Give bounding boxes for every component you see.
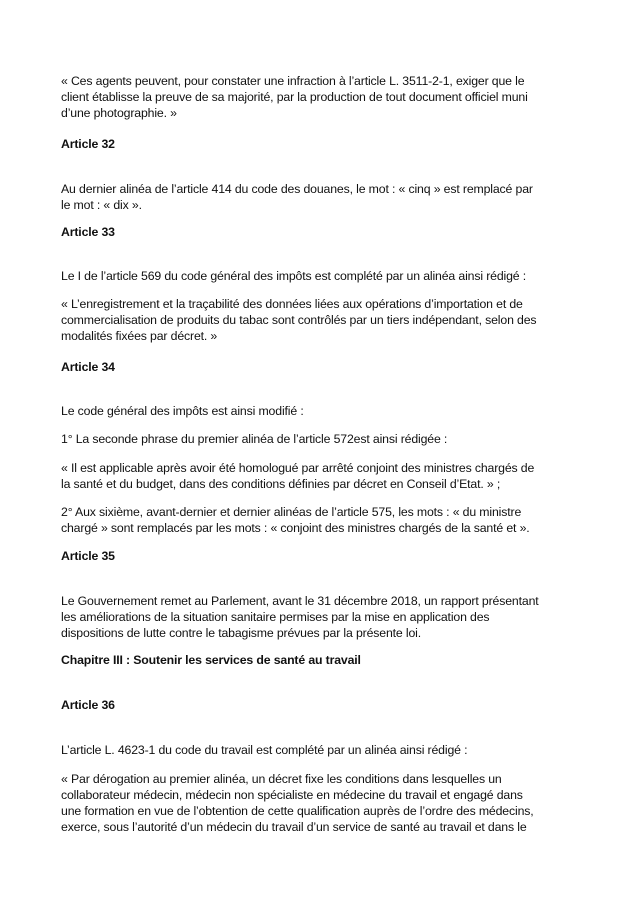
paragraph-article-4623-1: L’article L. 4623-1 du code du travail est complété par un alinéa ainsi rédigé : [61, 743, 468, 757]
heading-chapitre-iii: Chapitre III : Soutenir les services de santé au travail [61, 653, 361, 667]
paragraph-article-572: 1° La seconde phrase du premier alinéa de l’article 572est ainsi rédigée : [61, 432, 448, 446]
paragraph-code-douanes: Au dernier alinéa de l’article 414 du code des douanes, le mot : « cinq » est remplacé par le mot : « dix ». [61, 182, 533, 212]
paragraph-homologation: « Il est applicable après avoir été homologué par arrêté conjoint des ministres chargés de la santé et du budget, dans des conditions définies par décret en Conseil d’Etat. » ; [61, 461, 535, 491]
paragraph-rapport-gouvernement: Le Gouvernement remet au Parlement, avant le 31 décembre 2018, un rapport présentant les améliorations de la situation sanitaire permises par la mise en application des dispositions de lutte contre le tabagisme prévues par la présente loi. [61, 594, 539, 640]
heading-article-34: Article 34 [61, 360, 115, 374]
paragraph-tracabilite: « L’enregistrement et la traçabilité des données liées aux opérations d’importation et de commercialisation de produits du tabac sont contrôlés par un tiers indépendant, selon des modalités fixées par décret. » [61, 297, 537, 343]
heading-article-36: Article 36 [61, 698, 115, 712]
heading-article-33: Article 33 [61, 225, 115, 239]
heading-article-35: Article 35 [61, 549, 115, 563]
paragraph-agents-majorite: « Ces agents peuvent, pour constater une infraction à l’article L. 3511-2-1, exiger que le client établisse la preuve de sa majorité, par la production de tout document officiel muni d’une photographie. » [61, 74, 528, 120]
paragraph-code-impots-modifie: Le code général des impôts est ainsi modifié : [61, 404, 304, 418]
paragraph-article-569: Le I de l’article 569 du code général des impôts est complété par un alinéa ainsi rédigé : [61, 269, 527, 283]
paragraph-article-575: 2° Aux sixième, avant-dernier et dernier alinéas de l’article 575, les mots : « du ministre chargé » sont remplacés par les mots : « conjoint des ministres chargés de la santé et ». [61, 505, 530, 535]
paragraph-collaborateur-medecin: « Par dérogation au premier alinéa, un décret fixe les conditions dans lesquelles un collaborateur médecin, médecin non spécialiste en médecine du travail et engagé dans une formation en vue de l’obtention de cette qualification auprès de l’ordre des médecins, exerce, sous l’autorité d’un médecin du travail d’un service de santé au travail et dans le [61, 772, 534, 834]
heading-article-32: Article 32 [61, 137, 115, 151]
